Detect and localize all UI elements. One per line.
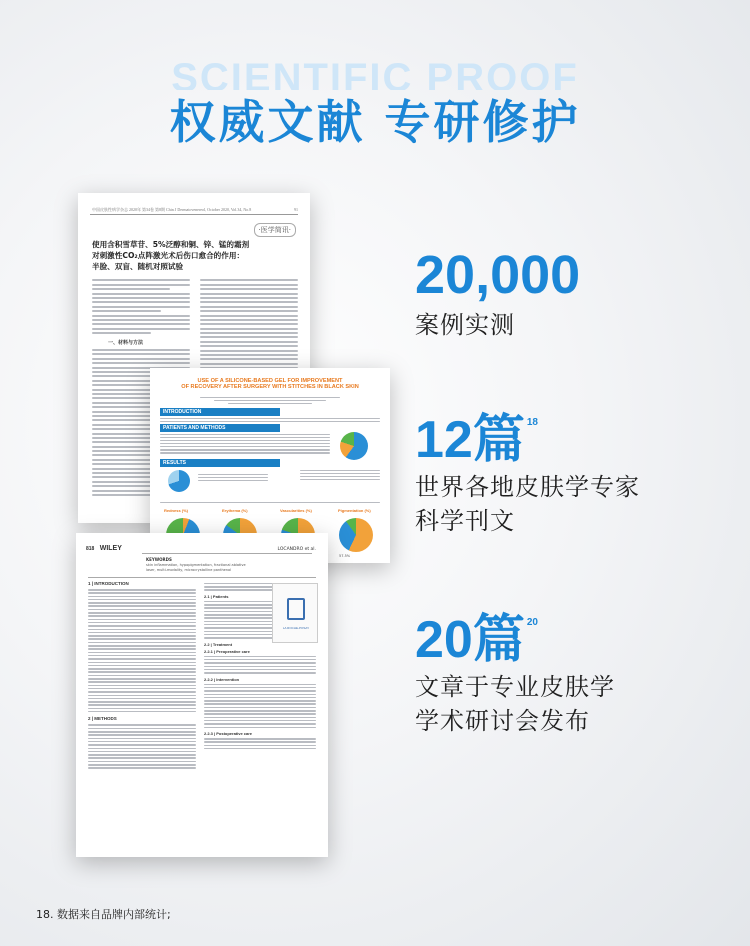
- paper2-section-results: RESULTS: [160, 459, 280, 467]
- paper3-section-preoperative: 2.2.1 | Preoperative care: [204, 648, 250, 654]
- stat-conference-desc-line2: 学术研讨会发布: [415, 707, 590, 735]
- paper2-label-redness: Redness (%): [164, 508, 189, 513]
- paper2-label-pigmentation: Pigmentation (%): [338, 508, 371, 513]
- paper2-title-line2: OF RECOVERY AFTER SURGERY WITH STITCHES IN BLACK SKIN: [181, 384, 359, 391]
- english-title: SCIENTIFIC PROOF: [171, 56, 579, 90]
- paper1-right-column: [200, 277, 298, 380]
- paper2-section-methods: PATIENTS AND METHODS: [160, 424, 280, 432]
- stat-expert-desc-line1: 世界各地皮肤学专家: [415, 473, 640, 501]
- paper2-title-line1: USE OF A SILICONE-BASED GEL FOR IMPROVEMENT: [197, 378, 343, 384]
- stat-cases-number: 20,000: [415, 245, 581, 305]
- paper3-section-patients: 2.1 | Patients: [204, 593, 229, 599]
- stat-cases: [415, 245, 581, 342]
- paper2-pct-pigmentation: 57.5%: [339, 554, 351, 558]
- stat-conference-footnote-ref: 20: [526, 617, 538, 628]
- paper3-section-introduction: 1 | INTRODUCTION: [88, 581, 129, 586]
- paper3-page-number: 818: [86, 546, 95, 552]
- paper3-section-postoperative: 2.2.3 | Postoperative care: [204, 731, 253, 736]
- paper-wiley-article: [76, 533, 328, 857]
- paper2-label-erythema: Erythema (%): [222, 508, 248, 513]
- stat-conference-desc-line1: 文章于专业皮肤学: [415, 673, 615, 701]
- paper1-tag: ·医学简讯·: [254, 223, 296, 237]
- stat-expert-footnote-ref: 18: [526, 417, 538, 428]
- paper3-rule-2: [88, 577, 316, 578]
- stat-expert-articles: [415, 411, 640, 538]
- paper2-caption: [160, 500, 380, 505]
- paper2-authors: [200, 395, 340, 406]
- paper3-keywords: skin inflammation, hypopigmentation, fractional ablative laser, multi-modality, microcrystalline panthenol: [146, 563, 246, 572]
- paper3-left-column: [88, 581, 196, 771]
- paper1-page-number: 91: [294, 207, 298, 212]
- paper3-section-intervention: 2.2.2 | Intervention: [204, 676, 240, 682]
- paper2-pie-summary: [340, 432, 368, 460]
- stat-cases-desc: 案例实测: [415, 311, 515, 339]
- paper3-logo-text: LA ROCHE-POSAY: [282, 626, 310, 630]
- paper2-pie-result-1: [168, 470, 190, 492]
- paper3-keywords-label: KEYWORDS: [146, 557, 172, 562]
- paper3-sidebar-box: [272, 583, 318, 643]
- footnote: 18. 数据来自品牌内部统计;: [36, 908, 171, 921]
- paper1-section-heading: 一、材料与方法: [108, 340, 144, 347]
- paper1-title-line3: 半脸、双盲、随机对照试验: [92, 262, 184, 271]
- paper2-section-intro: INTRODUCTION: [160, 408, 280, 416]
- paper3-rule: [142, 553, 312, 554]
- paper1-title-line2: 对刺激性CO₂点阵激光术后伤口愈合的作用：: [92, 251, 245, 260]
- paper2-methods-text: [160, 432, 330, 455]
- paper1-running-head: 中国皮肤性病学杂志 2020年 第34卷 第8期 Chin J Dermatovenereol, October 2020, Vol.34, No.8: [92, 207, 252, 212]
- paper3-publisher: WILEY: [99, 545, 122, 552]
- stat-conference-articles: [415, 611, 615, 738]
- paper1-title-line1: 使用含积雪草苷、5%泛醇和铜、锌、锰的霜剂: [92, 240, 250, 249]
- stat-expert-number: 12篇: [415, 411, 525, 469]
- paper3-logo-icon: [287, 598, 305, 620]
- paper3-section-treatment: 2.2 | Treatment: [204, 641, 233, 647]
- paper2-intro-text: [160, 416, 380, 424]
- stat-expert-desc-line2: 科学刊文: [415, 507, 515, 535]
- main-title: 权威文献 专研修护: [169, 95, 581, 149]
- paper2-results-box-2: [300, 468, 380, 482]
- paper2-label-vascularities: Vascularities (%): [280, 508, 312, 513]
- paper1-rule: [90, 214, 298, 215]
- stat-conference-number: 20篇: [415, 611, 525, 669]
- paper2-results-box: [198, 472, 268, 483]
- paper3-section-methods: 2 | METHODS: [88, 716, 117, 722]
- paper3-author: LOCANDRO et al.: [277, 547, 316, 552]
- paper2-pie-pigmentation: [339, 518, 373, 552]
